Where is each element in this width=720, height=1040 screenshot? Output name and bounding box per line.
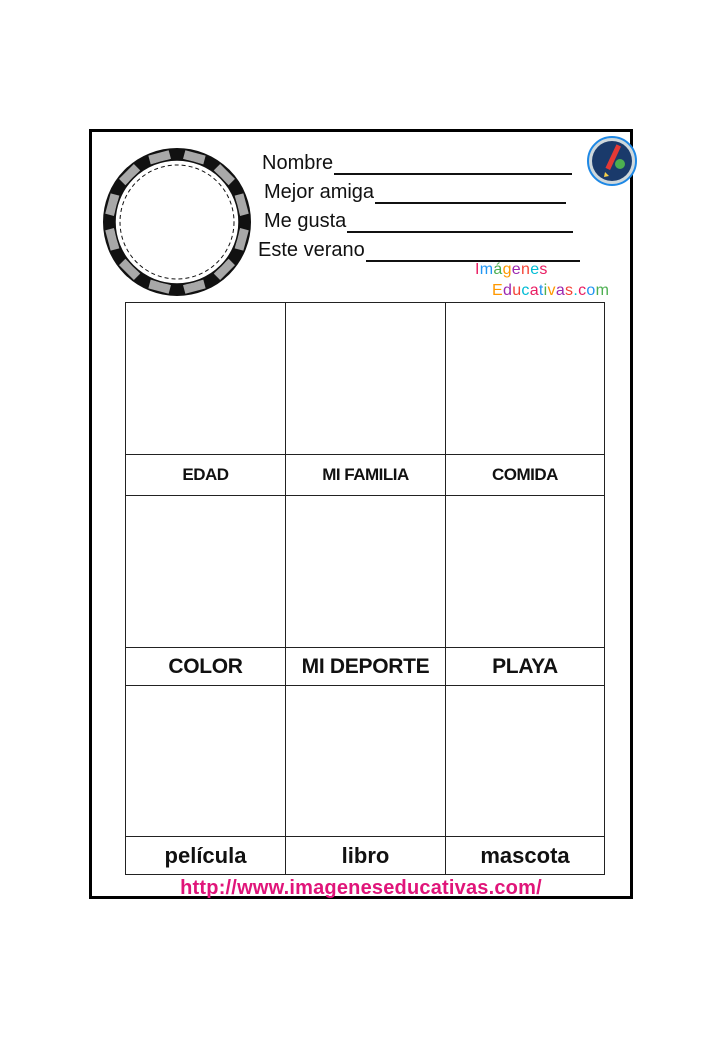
field-me-gusta xyxy=(264,210,573,233)
drawing-box[interactable] xyxy=(126,303,286,455)
write-line[interactable] xyxy=(375,184,566,204)
worksheet xyxy=(89,129,633,899)
box-label: película xyxy=(126,837,286,875)
write-line[interactable] xyxy=(334,155,572,175)
field-label: Me gusta xyxy=(264,210,347,232)
drawing-box[interactable] xyxy=(446,686,605,837)
brand-letter: a xyxy=(555,282,566,299)
brand-letter: m xyxy=(595,282,610,299)
brand-line-1 xyxy=(475,261,548,279)
drawing-box[interactable] xyxy=(126,686,286,837)
brand-letter: u xyxy=(512,282,522,299)
drawing-box[interactable] xyxy=(126,496,286,648)
brand-letter: s xyxy=(565,282,574,299)
brand-letter: a xyxy=(529,282,539,299)
field-este-verano xyxy=(258,239,580,262)
field-nombre xyxy=(262,152,572,175)
box-label: COLOR xyxy=(126,648,286,686)
brand-letter: c xyxy=(578,282,587,299)
brand-letter: n xyxy=(521,261,531,278)
box-label: mascota xyxy=(446,837,605,875)
brand-letter: E xyxy=(492,282,503,299)
activity-grid xyxy=(125,302,605,875)
box-label: EDAD xyxy=(126,455,286,496)
brand-letter: I xyxy=(475,261,480,278)
brand-letter: d xyxy=(502,282,513,299)
brand-letter: o xyxy=(586,282,596,299)
box-label: libro xyxy=(286,837,446,875)
write-line[interactable] xyxy=(366,242,580,262)
drawing-box[interactable] xyxy=(446,303,605,455)
drawing-box[interactable] xyxy=(286,303,446,455)
pencil-logo-icon xyxy=(587,136,637,186)
brand-letter: s xyxy=(539,261,548,278)
box-label: COMIDA xyxy=(446,455,605,496)
brand-letter: v xyxy=(547,282,556,299)
brand-letter: i xyxy=(543,282,548,299)
drawing-box[interactable] xyxy=(446,496,605,648)
box-label: MI FAMILIA xyxy=(286,455,446,496)
brand-letter: m xyxy=(479,261,494,278)
brand-letter: e xyxy=(511,261,521,278)
footer-url[interactable]: http://www.imageneseducativas.com/ xyxy=(180,877,542,899)
box-label: MI DEPORTE xyxy=(286,648,446,686)
drawing-box[interactable] xyxy=(286,686,446,837)
field-label: Mejor amiga xyxy=(264,181,375,203)
box-label: PLAYA xyxy=(446,648,605,686)
brand-letter: g xyxy=(502,261,512,278)
field-label: Este verano xyxy=(258,239,365,261)
brand-letter: e xyxy=(530,261,540,278)
photo-frame xyxy=(103,148,251,296)
field-mejor-amiga xyxy=(264,181,566,204)
field-label: Nombre xyxy=(262,152,334,174)
drawing-box[interactable] xyxy=(286,496,446,648)
brand-letter: . xyxy=(573,282,579,299)
brand-letter: á xyxy=(493,261,503,278)
brand-letter: c xyxy=(521,282,530,299)
write-line[interactable] xyxy=(347,213,573,233)
brand-letter: t xyxy=(538,282,544,299)
brand-line-2 xyxy=(492,282,609,300)
